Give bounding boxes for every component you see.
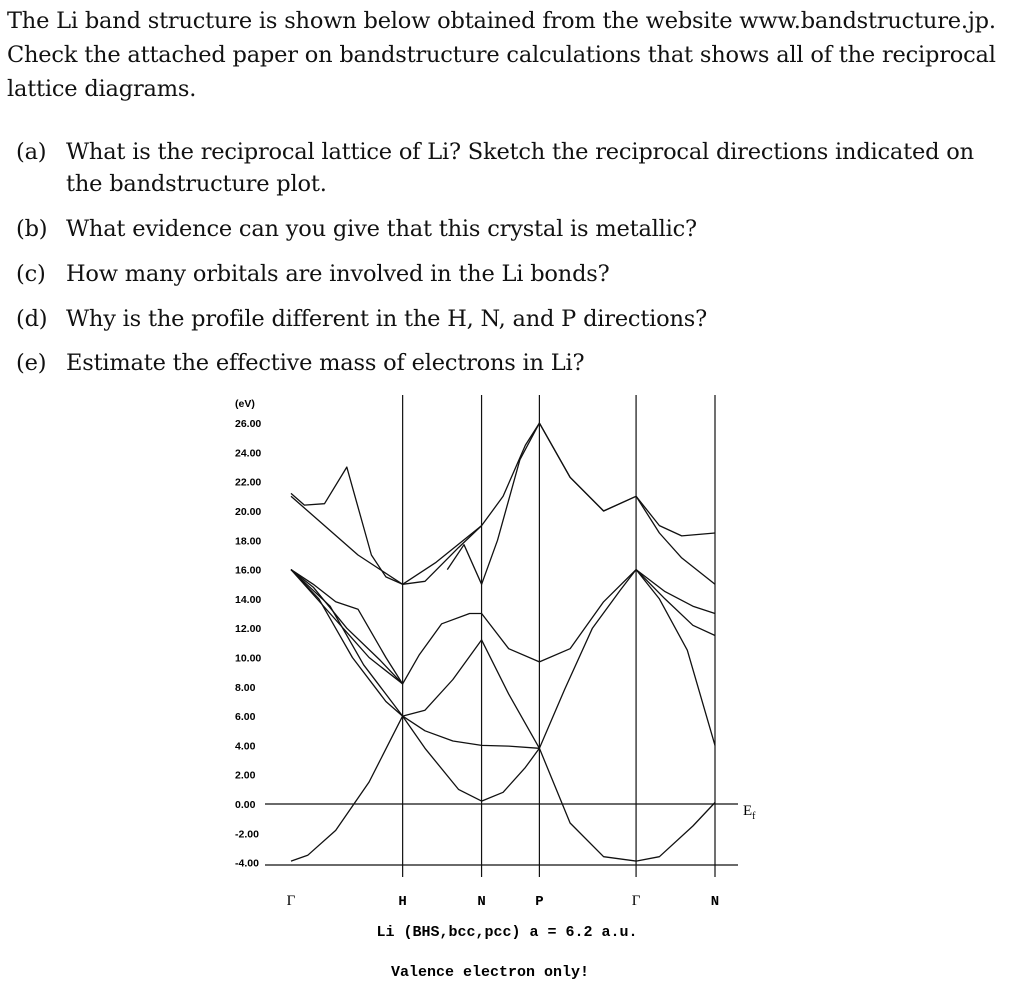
- y-tick-label: 2.00: [235, 769, 256, 782]
- y-tick-label: -2.00: [235, 828, 259, 841]
- question-text-continued: the bandstructure plot.: [66, 171, 327, 197]
- band-line-2: [291, 570, 715, 749]
- question-text: Why is the profile different in the H, N, and P directions?: [66, 306, 708, 332]
- y-tick-label: 8.00: [235, 681, 256, 694]
- intro-paragraph: The Li band structure is shown below obtained from the website www.bandstructure.jp. Check the attached paper on bandstructure calculations that shows all of the reciprocal lattice diagrams.: [7, 8, 996, 102]
- y-axis-label: (eV): [235, 398, 255, 410]
- kpoint-label: Γ: [286, 893, 296, 909]
- band-line-4: [291, 570, 715, 684]
- question-text: What is the reciprocal lattice of Li? Sketch the reciprocal directions indicated on: [66, 139, 974, 165]
- band-line-9: [447, 423, 715, 584]
- y-tick-label: -4.00: [235, 857, 259, 870]
- kpoint-label: P: [535, 894, 544, 910]
- band-line-10: [291, 496, 482, 584]
- question-label: (d): [16, 306, 48, 332]
- fermi-label-main: E: [743, 803, 753, 819]
- chart-title: Li (BHS,bcc,pcc) a = 6.2 a.u.: [376, 924, 638, 941]
- y-tick-label: 18.00: [235, 535, 262, 548]
- fermi-label: [743, 803, 756, 822]
- question-label: (a): [16, 139, 47, 165]
- band-line-7: [636, 570, 715, 636]
- question-text: Estimate the effective mass of electrons in Li?: [66, 350, 585, 376]
- y-tick-label: 6.00: [235, 711, 256, 724]
- y-tick-label: 16.00: [235, 564, 262, 577]
- kpoint-label: H: [398, 894, 407, 910]
- kpoint-label: N: [710, 894, 720, 910]
- chart-bands: [291, 423, 715, 861]
- kpoint-label: Γ: [631, 893, 641, 909]
- question-label: (e): [16, 350, 47, 376]
- chart-axes: [265, 395, 738, 877]
- y-tick-label: 26.00: [235, 418, 262, 431]
- band-line-1: [291, 716, 715, 861]
- question-label: (b): [16, 216, 48, 242]
- y-tick-label: 12.00: [235, 623, 262, 636]
- question-text: How many orbitals are involved in the Li bonds?: [66, 261, 610, 287]
- y-tick-label: 20.00: [235, 506, 262, 518]
- y-tick-label: 10.00: [235, 652, 262, 665]
- band-line-8: [291, 423, 715, 584]
- y-tick-label: 24.00: [235, 447, 262, 460]
- fermi-label-sub: f: [752, 811, 756, 822]
- y-tick-label: 22.00: [235, 476, 262, 489]
- kpoint-label: N: [477, 894, 486, 910]
- y-tick-label: 4.00: [235, 740, 256, 753]
- question-text: What evidence can you give that this crystal is metallic?: [66, 216, 697, 242]
- y-tick-label: 0.00: [235, 799, 256, 811]
- chart-labels: [235, 418, 719, 910]
- y-tick-label: 14.00: [235, 593, 262, 606]
- question-label: (c): [16, 261, 46, 287]
- chart-subtitle: Valence electron only!: [390, 964, 590, 981]
